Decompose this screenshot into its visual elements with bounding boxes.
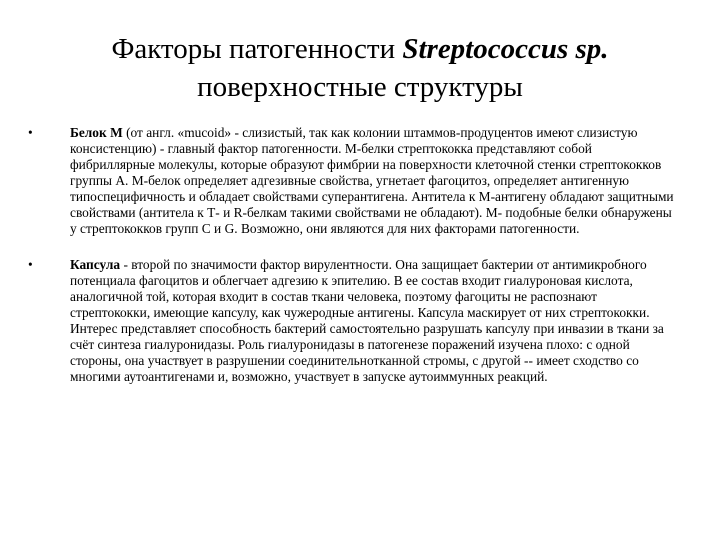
bullet-list <box>26 125 676 385</box>
slide-title <box>40 30 680 106</box>
bullet-dot-icon: • <box>28 125 33 140</box>
title-latin-name: Streptococcus sp. <box>402 33 609 65</box>
bullet-dot-icon: • <box>28 257 33 272</box>
bullet-item-capsule <box>26 257 676 385</box>
item-text: - второй по значимости фактор вирулентности. Она защищает бактерии от антимикробного потенциала фагоцитов и облегчает адгезию к эпителию. В ее состав входит гиалуроновая кислота, аналогичной той, которая входит в состав ткани человека, поэтому фагоциты не распознают стрептококки, имеющие капсулу, как чужеродные антигены. Капсула маскирует от них стрептококки. Интерес представляет способность бактерий самостоятельно разрушать капсулу при инвазии в ткани за счёт синтеза гиалуронидазы. Роль гиалуронидазы в патогенезе поражений изучена плохо: с одной стороны, она участвует в разрушении соединительнотканной стромы, с другой -- имеет сходство со многими аутоантигенами и, возможно, участвует в запуске аутоиммунных реакций. <box>70 257 664 384</box>
item-term: Белок М <box>70 125 123 140</box>
item-term: Капсула <box>70 257 121 272</box>
item-text: (от англ. «mucoid» - слизистый, так как колонии штаммов-продуцентов имеют слизистую консистенцию) - главный фактор патогенности. М-белки стрептококка представляют собой фибриллярные молекулы, которые образуют фимбрии на поверхности клеточной стенки стрептококков группы А. М-белок определяет адгезивные свойства, угнетает фагоцитоз, определяет антигенную типоспецифичность и обладает свойствами суперантигена. Антитела к М-антигену обладают защитными свойствами (антитела к Т- и R-белкам такими свойствами не обладают). М- подобные белки обнаружены у стрептококков групп С и G. Возможно, они являются для них факторами патогенности. <box>70 125 674 236</box>
title-prefix: Факторы патогенности <box>111 33 403 65</box>
bullet-item-m-protein <box>26 125 676 237</box>
title-line2: поверхностные структуры <box>197 71 523 103</box>
